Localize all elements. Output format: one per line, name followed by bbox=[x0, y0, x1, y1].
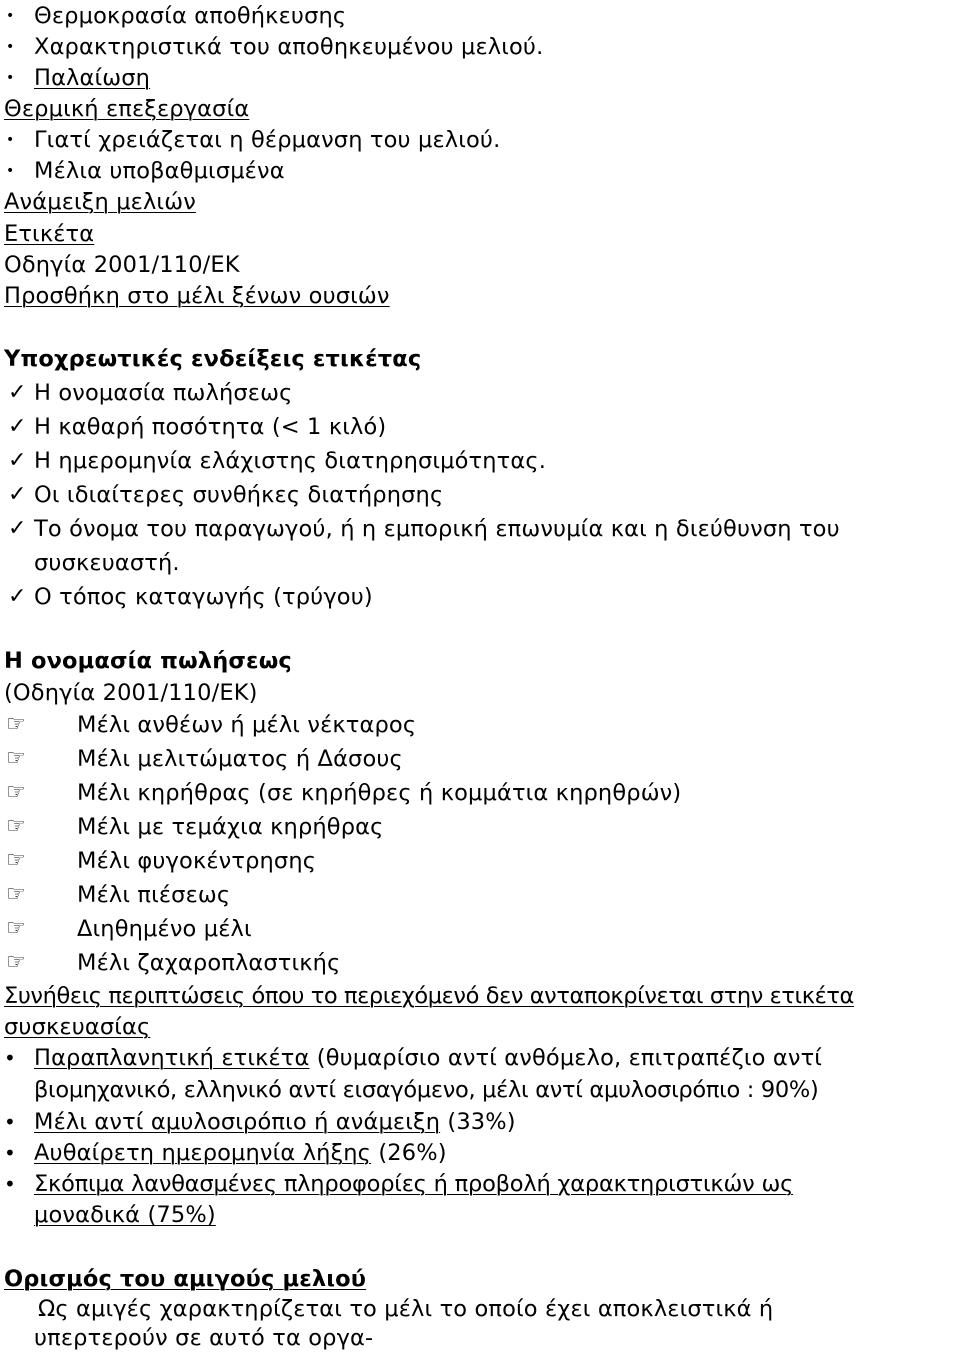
section-title-text: Η ονομασία πωλήσεως bbox=[4, 648, 292, 674]
checkmark-icon: ✓ bbox=[8, 584, 27, 609]
link-common-cases-text[interactable]: Συνήθεις περιπτώσεις όπου το περιεχόμενό δεν ανταποκρίνεται στην ετικέτα bbox=[4, 983, 854, 1009]
honey-type-text: Μέλι κηρήθρας (σε κηρήθρες ή κομμάτια κηρηθρών) bbox=[77, 780, 682, 806]
checklist-item-text: Ο τόπος καταγωγής (τρύγου) bbox=[34, 584, 373, 610]
bullet-dot-icon: • bbox=[4, 1141, 16, 1165]
checklist-item-text: Οι ιδιαίτερες συνθήκες διατήρησης bbox=[34, 482, 444, 508]
bullet-dot-icon: • bbox=[6, 70, 15, 86]
bullet-dot-icon: • bbox=[6, 132, 15, 148]
pointing-hand-icon: ☞ bbox=[6, 780, 26, 805]
section-title-text: Ορισμός του αμιγούς μελιού bbox=[4, 1266, 367, 1292]
paragraph-text: Ως αμιγές χαρακτηρίζεται το μέλι το οποίο έχει αποκλειστικά ή bbox=[38, 1296, 774, 1322]
honey-type-text: Μέλι ζαχαροπλαστικής bbox=[77, 950, 341, 976]
link-false-information-continuation[interactable]: μοναδικά (75%) bbox=[34, 1202, 216, 1228]
pointing-hand-icon: ☞ bbox=[6, 746, 26, 771]
checkmark-icon: ✓ bbox=[8, 414, 27, 439]
checklist-item-text: συσκευαστή. bbox=[34, 550, 180, 576]
link-honey-blending-text[interactable]: Ανάμειξη μελιών bbox=[4, 189, 196, 215]
pointing-hand-icon: ☞ bbox=[6, 950, 26, 975]
link-false-information[interactable]: Σκόπιμα λανθασμένες πληροφορίες ή προβολή χαρακτηριστικών ως bbox=[34, 1171, 794, 1197]
honey-type-text: Διηθημένο μέλι bbox=[77, 916, 252, 942]
checklist-item-text: Η ημερομηνία ελάχιστης διατηρησιμότητας. bbox=[34, 448, 546, 474]
link-aging[interactable]: Παλαίωση bbox=[34, 65, 151, 91]
link-label-text[interactable]: Ετικέτα bbox=[4, 221, 95, 247]
case-item-text bbox=[34, 1106, 516, 1138]
checklist-item-text: Η καθαρή ποσότητα (< 1 κιλό) bbox=[34, 414, 387, 440]
list-item-text: Μέλια υποβαθμισμένα bbox=[34, 158, 285, 184]
sales-name-directive-text: (Οδηγία 2001/110/ΕΚ) bbox=[4, 680, 258, 706]
bullet-dot-icon: • bbox=[4, 1172, 16, 1196]
pointing-hand-icon: ☞ bbox=[6, 848, 26, 873]
pointing-hand-icon: ☞ bbox=[6, 916, 26, 941]
list-item-text: Χαρακτηριστικά του αποθηκευμένου μελιού. bbox=[34, 34, 544, 60]
directive-text: Οδηγία 2001/110/ΕΚ bbox=[4, 252, 240, 278]
checklist-item-text: Το όνομα του παραγωγού, ή η εμπορική επωνυμία και η διεύθυνση του bbox=[34, 516, 840, 542]
case-item-text bbox=[34, 1042, 822, 1074]
honey-type-text: Μέλι ανθέων ή μέλι νέκταρος bbox=[77, 712, 417, 738]
checkmark-icon: ✓ bbox=[8, 380, 27, 405]
case-item-rest: (θυμαρίσιο αντί ανθόμελο, επιτραπέζιο αντί bbox=[309, 1045, 823, 1071]
checkmark-icon: ✓ bbox=[8, 482, 27, 507]
section-title-text: Υποχρεωτικές ενδείξεις ετικέτας bbox=[4, 346, 422, 372]
checkmark-icon: ✓ bbox=[8, 516, 27, 541]
case-item-text: βιομηχανικό, ελληνικό αντί εισαγόμενο, μέλι αντί αμυλοσιρόπιο : 90%) bbox=[34, 1077, 819, 1103]
honey-type-text: Μέλι φυγοκέντρησης bbox=[77, 848, 317, 874]
link-arbitrary-expiry[interactable]: Αυθαίρετη ημερομηνία λήξης bbox=[34, 1140, 372, 1166]
honey-type-text: Μέλι μελιτώματος ή Δάσους bbox=[77, 746, 403, 772]
list-item-text: Γιατί χρειάζεται η θέρμανση του μελιού. bbox=[34, 127, 501, 153]
pointing-hand-icon: ☞ bbox=[6, 882, 26, 907]
bullet-dot-icon: • bbox=[6, 163, 15, 179]
link-common-cases-text[interactable]: συσκευασίας bbox=[4, 1014, 151, 1040]
honey-type-text: Μέλι πιέσεως bbox=[77, 882, 231, 908]
link-syrup-substitution[interactable]: Μέλι αντί αμυλοσιρόπιο ή ανάμειξη bbox=[34, 1109, 441, 1135]
bullet-dot-icon: • bbox=[4, 1046, 16, 1070]
link-thermal-processing-text[interactable]: Θερμική επεξεργασία bbox=[4, 96, 250, 122]
list-item-text: Θερμοκρασία αποθήκευσης bbox=[34, 3, 347, 29]
case-item-text bbox=[34, 1137, 447, 1169]
bullet-dot-icon: • bbox=[6, 8, 15, 24]
bullet-dot-icon: • bbox=[4, 1110, 16, 1134]
bullet-dot-icon: • bbox=[6, 39, 15, 55]
pointing-hand-icon: ☞ bbox=[6, 814, 26, 839]
link-additives-text[interactable]: Προσθήκη στο μέλι ξένων ουσιών bbox=[4, 283, 390, 309]
honey-type-text: Μέλι με τεμάχια κηρήθρας bbox=[77, 814, 384, 840]
pointing-hand-icon: ☞ bbox=[6, 712, 26, 737]
case-item-rest: (33%) bbox=[440, 1109, 516, 1135]
checkmark-icon: ✓ bbox=[8, 448, 27, 473]
case-item-rest: (26%) bbox=[371, 1140, 447, 1166]
checklist-item-text: Η ονομασία πωλήσεως bbox=[34, 380, 293, 406]
link-misleading-label[interactable]: Παραπλανητική ετικέτα bbox=[34, 1045, 310, 1071]
paragraph-text: υπερτερούν σε αυτό τα οργα- bbox=[34, 1325, 374, 1351]
